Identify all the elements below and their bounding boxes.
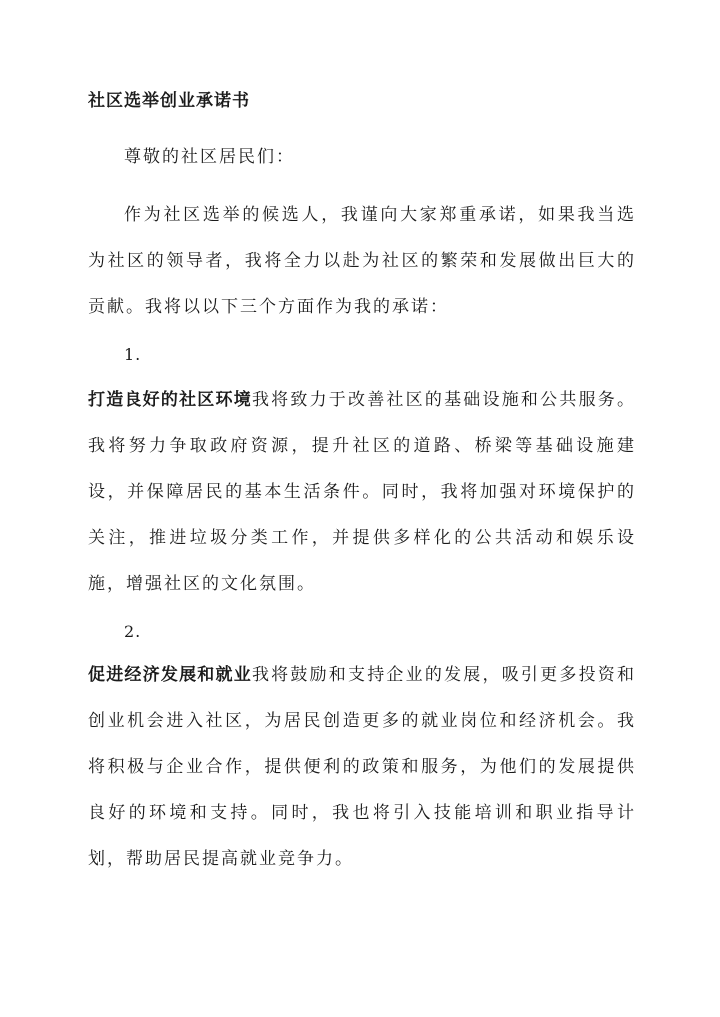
item-2-number: 2.: [124, 622, 142, 641]
item-2-heading: 促进经济发展和就业: [88, 665, 252, 685]
item-1-number: 1.: [124, 345, 142, 364]
item-1-heading: 打造良好的社区环境: [88, 390, 252, 410]
intro-paragraph: 作为社区选举的候选人，我谨向大家郑重承诺，如果我当选为社区的领导者，我将全力以赴为社区的繁荣和发展做出巨大的贡献。我将以以下三个方面作为我的承诺：: [88, 205, 636, 317]
item-2-body: 我将鼓励和支持企业的发展，吸引更多投资和创业机会进入社区，为居民创造更多的就业岗位和经济机会。我将积极与企业合作，提供便利的政策和服务，为他们的发展提供良好的环境和支持。同时，我也将引入技能培训和职业指导计划，帮助居民提高就业竞争力。: [88, 665, 637, 869]
item-1-body: 我将致力于改善社区的基础设施和公共服务。我将努力争取政府资源，提升社区的道路、桥梁等基础设施建设，并保障居民的基本生活条件。同时，我将加强对环境保护的关注，推进垃圾分类工作，并提供多样化的公共活动和娱乐设施，增强社区的文化氛围。: [88, 390, 637, 594]
item-2-paragraph: [88, 652, 636, 882]
document-title: 社区选举创业承诺书: [88, 91, 250, 111]
item-1-paragraph: [88, 377, 636, 607]
greeting: 尊敬的社区居民们：: [124, 147, 295, 167]
